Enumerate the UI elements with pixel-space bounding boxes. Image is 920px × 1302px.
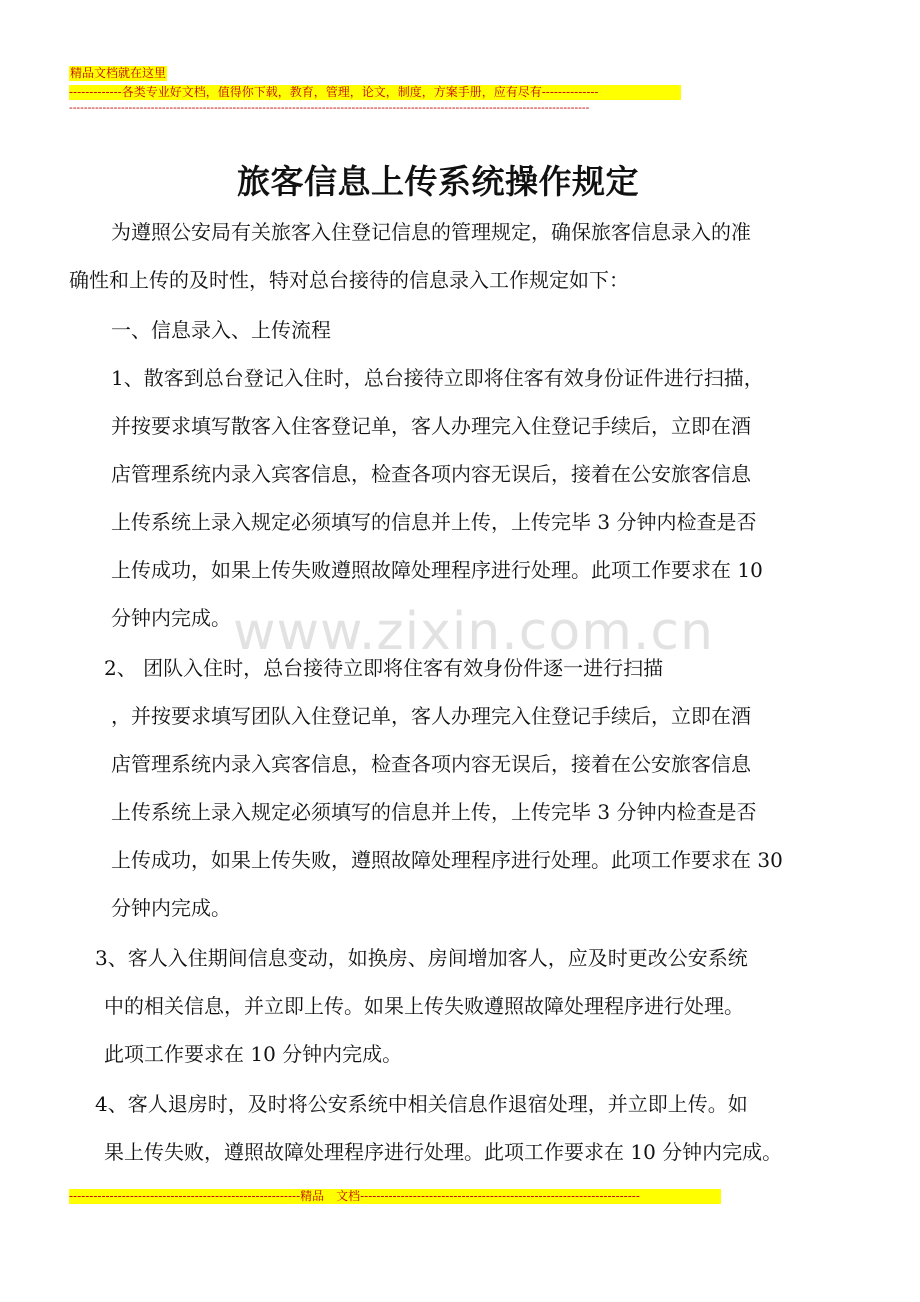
header-dash-divider: -------------------------------------------------------------------------------------------------------------------------------------------- [69,101,590,114]
body-line: 4、客人退房时，及时将公安系统中相关信息作退宿处理，并立即上传。如 [95,1092,748,1116]
footer-banner: ---------------------------------------------------------精品 文档--------------------------------------------------------------------- [69,1189,721,1204]
section-heading: 一、信息录入、上传流程 [111,318,331,342]
body-line: 中的相关信息，并立即上传。如果上传失败遵照故障处理程序进行处理。 [104,994,744,1018]
body-line: 2、 团队入住时，总台接待立即将住客有效身份件逐一进行扫描 [104,656,664,680]
body-line: 确性和上传的及时性，特对总台接待的信息录入工作规定如下： [69,268,629,292]
body-line: 上传系统上录入规定必须填写的信息并上传，上传完毕 3 分钟内检查是否 [111,510,757,534]
body-line: 店管理系统内录入宾客信息，检查各项内容无误后，接着在公安旅客信息 [111,462,751,486]
body-line: 并按要求填写散客入住客登记单，客人办理完入住登记手续后，立即在酒 [111,414,751,438]
body-line: 为遵照公安局有关旅客入住登记信息的管理规定，确保旅客信息录入的准 [111,220,751,244]
body-line: 上传成功，如果上传失败遵照故障处理程序进行处理。此项工作要求在 10 [111,558,763,582]
header-top-banner: 精品文档就在这里 [70,66,167,80]
body-line: 分钟内完成。 [111,896,231,920]
body-line: 1、散客到总台登记入住时，总台接待立即将住客有效身份证件进行扫描， [111,366,764,390]
body-line: 店管理系统内录入宾客信息，检查各项内容无误后，接着在公安旅客信息 [111,752,751,776]
body-line: 分钟内完成。 [111,606,231,630]
header-ad-banner: -------------各类专业好文档，值得你下载，教育，管理，论文，制度，方案手册，应有尽有-------------- [69,85,681,100]
body-line: 上传成功，如果上传失败，遵照故障处理程序进行处理。此项工作要求在 30 [111,848,783,872]
body-line: 上传系统上录入规定必须填写的信息并上传，上传完毕 3 分钟内检查是否 [111,800,757,824]
body-line: 此项工作要求在 10 分钟内完成。 [104,1042,403,1066]
watermark: www.zixin.com.cn [233,602,714,662]
body-line: ，并按要求填写团队入住登记单，客人办理完入住登记手续后，立即在酒 [111,704,751,728]
body-line: 果上传失败，遵照故障处理程序进行处理。此项工作要求在 10 分钟内完成。 [104,1140,783,1164]
document-title: 旅客信息上传系统操作规定 [237,162,639,202]
body-line: 3、客人入住期间信息变动，如换房、房间增加客人，应及时更改公安系统 [95,946,748,970]
